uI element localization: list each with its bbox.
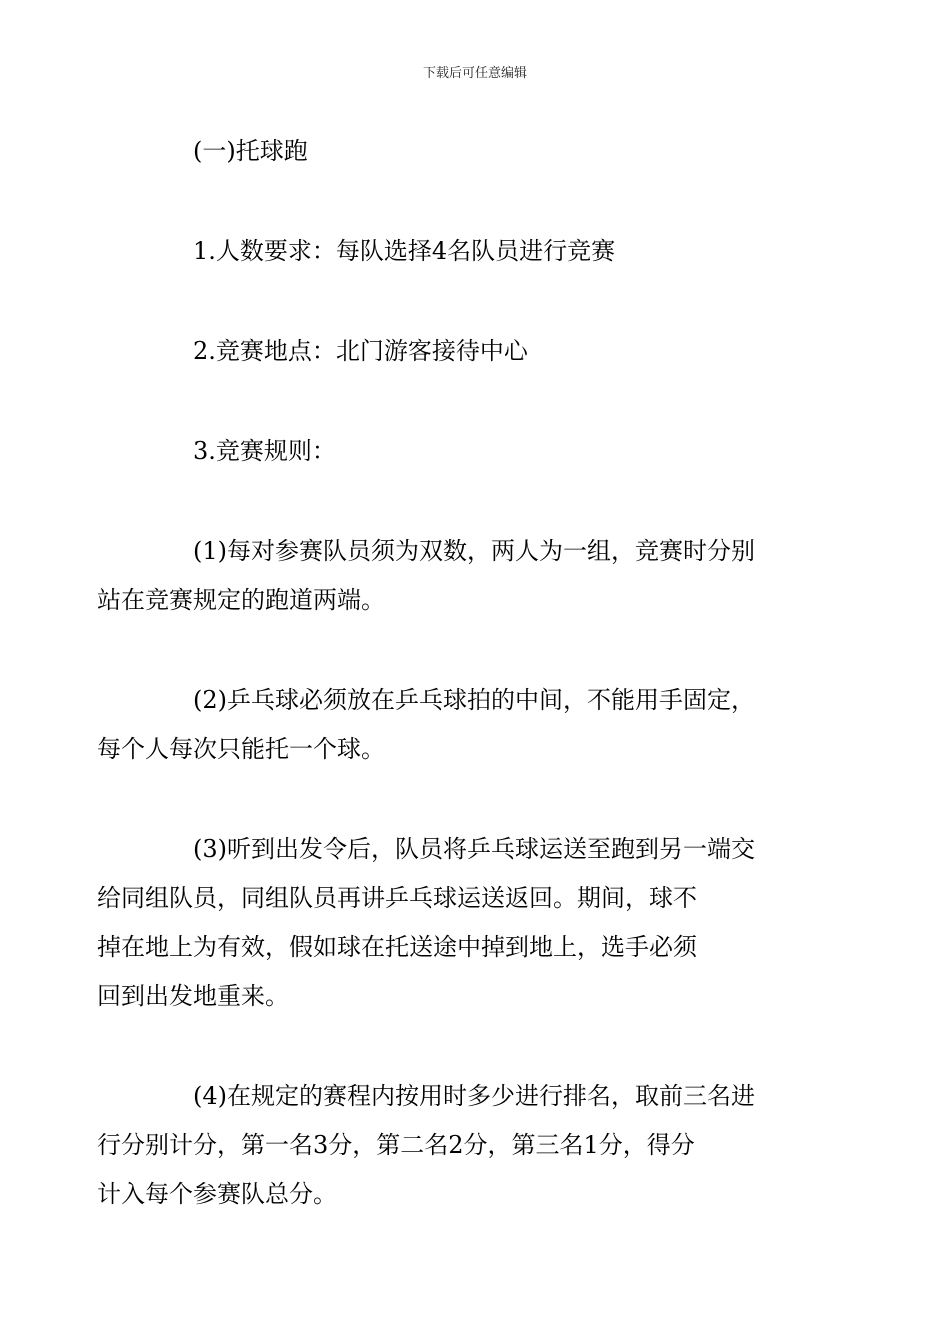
paragraph-line: 行分别计分，第一名3分，第二名2分，第三名1分，得分 xyxy=(97,1131,695,1159)
paragraph-rule-1 xyxy=(97,527,815,625)
paragraph-rules-heading xyxy=(145,427,815,476)
paragraph-line: 回到出发地重来。 xyxy=(97,982,289,1010)
paragraph-line: 1.人数要求：每队选择4名队员进行竞赛 xyxy=(193,237,616,265)
paragraph-line: (3)听到出发令后，队员将乒乓球运送至跑到另一端交 xyxy=(193,835,755,863)
paragraph-line: 每个人每次只能托一个球。 xyxy=(97,735,385,763)
paragraph-line: (4)在规定的赛程内按用时多少进行排名，取前三名进 xyxy=(193,1082,755,1110)
document-body xyxy=(97,127,815,1270)
paragraph-rule-2 xyxy=(97,676,815,774)
paragraph-line: (一)托球跑 xyxy=(193,137,308,165)
paragraph-heading-relay xyxy=(145,127,815,176)
paragraph-rule-4 xyxy=(97,1072,815,1219)
paragraph-line: 掉在地上为有效，假如球在托送途中掉到地上，选手必须 xyxy=(97,933,697,961)
paragraph-location xyxy=(145,327,815,376)
paragraph-rule-3 xyxy=(97,825,815,1021)
paragraph-line: (2)乒乓球必须放在乒乓球拍的中间，不能用手固定， xyxy=(193,686,755,714)
paragraph-line: 给同组队员，同组队员再讲乒乓球运送返回。期间，球不 xyxy=(97,884,697,912)
paragraph-line: (1)每对参赛队员须为双数，两人为一组，竞赛时分别 xyxy=(193,537,755,565)
paragraph-line: 3.竞赛规则： xyxy=(193,437,336,465)
paragraph-line: 计入每个参赛队总分。 xyxy=(97,1180,337,1208)
paragraph-line: 2.竞赛地点：北门游客接待中心 xyxy=(193,337,528,365)
paragraph-participants xyxy=(145,227,815,276)
paragraph-line: 站在竞赛规定的跑道两端。 xyxy=(97,586,385,614)
page-header: 下载后可任意编辑 xyxy=(422,66,527,81)
